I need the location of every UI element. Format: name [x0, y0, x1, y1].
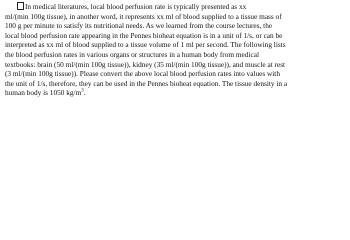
paragraph-line: local blood perfusion rate appearing in the Pennes bioheat equation is in a unit of 1/s, or can be: [5, 30, 283, 40]
paragraph-line: ml/(min 100g tissue), in another word, it represents xx ml of blood supplied to a tissue mass of: [5, 11, 282, 21]
unit-superscript: 3: [81, 88, 84, 94]
paragraph-line: textbooks: brain (50 ml/(min 100g tissue)), kidney (35 ml/(min 100g tissue)), and muscle at rest: [5, 59, 286, 69]
paragraph-line: the unit of 1/s, therefore, they can be used in the Pennes bioheat equation. The tissue density in a: [5, 78, 288, 88]
paragraph-line: 100 g per minute to satisfy its nutritional needs. As we learned from the course lectures, the: [5, 21, 273, 31]
document-page: [0, 0, 350, 112]
last-line-period: .: [83, 88, 86, 98]
problem-paragraph: [5, 2, 348, 98]
paragraph-line: In medical literatures, local blood perfusion rate is typically presented as xx: [25, 2, 247, 11]
paragraph-last-line: [5, 88, 348, 98]
last-line-text: human body is 1050 kg/m: [5, 88, 82, 98]
paragraph-line: (3 ml/(min 100g tissue)). Please convert the above local blood perfusion rates into values with: [5, 69, 280, 79]
paragraph-line: the blood perfusion rates in various organs or structures in a human body from medical: [5, 49, 259, 59]
paragraph-line: interpreted as xx ml of blood supplied to a tissue volume of 1 ml per second. The following lists: [5, 40, 286, 50]
